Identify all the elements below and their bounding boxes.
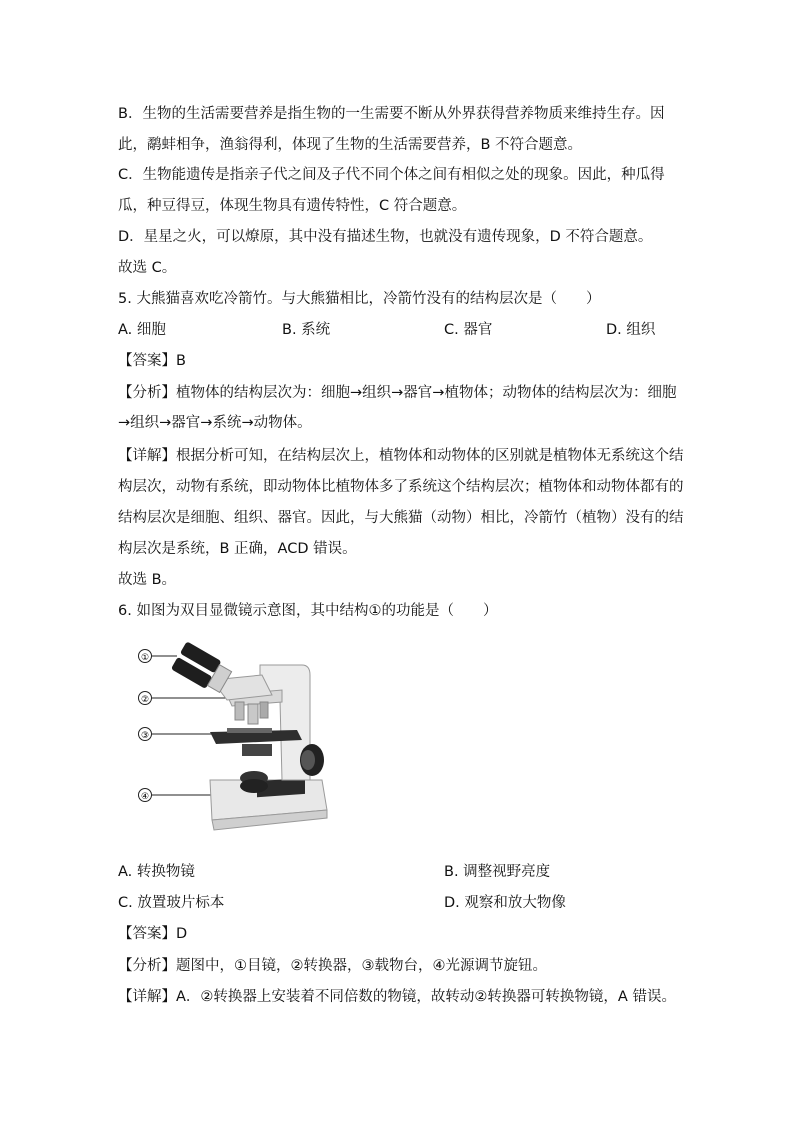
- text-line: C．生物能遗传是指亲子代之间及子代不同个体之间有相似之处的现象。因此，种瓜得: [118, 167, 665, 183]
- q6-option-a: A. 转换物镜: [118, 864, 195, 880]
- svg-text:④: ④: [140, 792, 150, 802]
- q5-option-d: D. 组织: [606, 322, 656, 338]
- text-line: 瓜，种豆得豆，体现生物具有遗传特性，C 符合题意。: [118, 198, 467, 214]
- detail-line: 【详解】根据分析可知，在结构层次上，植物体和动物体的区别就是植物体无系统这个结: [118, 448, 684, 464]
- q6-option-b: B. 调整视野亮度: [444, 864, 551, 880]
- answer-line: 【答案】D: [118, 926, 188, 942]
- label-2: [139, 692, 233, 706]
- detail-line: 结构层次是细胞、组织、器官。因此，与大熊猫（动物）相比，冷箭竹（植物）没有的结: [118, 510, 684, 526]
- svg-text:③: ③: [140, 731, 150, 741]
- svg-text:②: ②: [140, 695, 150, 705]
- microscope-illustration: [132, 640, 332, 835]
- detail-line: 构层次，动物有系统，即动物体比植物体多了系统这个结构层次；植物体和动物体都有的: [118, 479, 684, 495]
- analysis-line: 【分析】植物体的结构层次为：细胞→组织→器官→植物体；动物体的结构层次为：细胞: [118, 385, 677, 401]
- question-6: 6. 如图为双目显微镜示意图，其中结构①的功能是（ ）: [118, 603, 498, 619]
- conclusion-line: 故选 B。: [118, 572, 177, 588]
- q6-option-d: D. 观察和放大物像: [444, 895, 566, 911]
- text-line: D．星星之火，可以燎原，其中没有描述生物，也就没有遗传现象，D 不符合题意。: [118, 229, 653, 245]
- q5-option-c: C. 器官: [444, 322, 493, 338]
- q5-option-b: B. 系统: [282, 322, 331, 338]
- question-5: 5. 大熊猫喜欢吃冷箭竹。与大熊猫相比，冷箭竹没有的结构层次是（ ）: [118, 291, 601, 307]
- detail-line: 【详解】A．②转换器上安装着不同倍数的物镜，故转动②转换器可转换物镜，A 错误。: [118, 989, 676, 1005]
- q5-option-a: A. 细胞: [118, 322, 166, 338]
- text-line: 故选 C。: [118, 260, 177, 276]
- q6-option-c: C. 放置玻片标本: [118, 895, 225, 911]
- svg-text:①: ①: [140, 653, 150, 663]
- label-3: [139, 728, 215, 742]
- text-line: 此，鹬蚌相争，渔翁得利，体现了生物的生活需要营养，B 不符合题意。: [118, 137, 583, 153]
- microscope-figure: [132, 640, 332, 835]
- analysis-line: →组织→器官→系统→动物体。: [118, 415, 312, 431]
- label-1: [139, 650, 178, 664]
- analysis-line: 【分析】题图中，①目镜，②转换器，③载物台，④光源调节旋钮。: [118, 958, 547, 974]
- answer-line: 【答案】B: [118, 353, 186, 369]
- detail-line: 构层次是系统，B 正确，ACD 错误。: [118, 541, 357, 557]
- text-line: B．生物的生活需要营养是指生物的一生需要不断从外界获得营养物质来维持生存。因: [118, 106, 665, 122]
